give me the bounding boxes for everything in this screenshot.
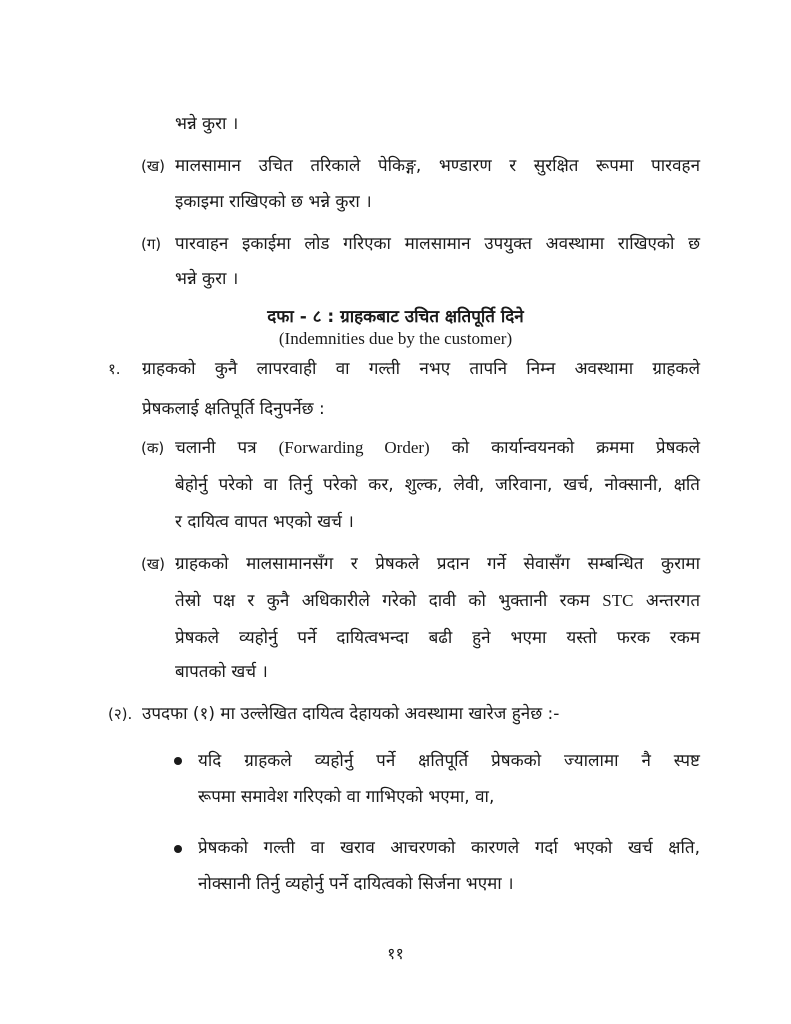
kha-line2-part-a: तेस्रो पक्ष र कुनै अधिकारीले गरेको दावी को भुक्तानी रकम xyxy=(175,591,590,611)
item-ga-line1: पारवाहन इकाईमा लोड गरिएका मालसामान उपयुक्त अवस्थामा राखिएको छ xyxy=(175,234,700,254)
page-number: ११ xyxy=(387,944,404,963)
clause1-ka-line2: बेहोर्नु परेको वा तिर्नु परेको कर, शुल्क, लेवी, जरिवाना, खर्च, नोक्सानी, क्षति xyxy=(175,475,700,495)
clause2-line1: उपदफा (१) मा उल्लेखित दायित्व देहायको अवस्थामा खारेज हुनेछ :- xyxy=(142,704,560,724)
clause1-line2: प्रेषकलाई क्षतिपूर्ति दिनुपर्नेछ : xyxy=(142,399,325,419)
kha-line2-english: STC xyxy=(602,591,634,610)
clause2-number: (२). xyxy=(108,705,133,723)
section-title: दफा - ८ : ग्राहकबाट उचित क्षतिपूर्ति दिने xyxy=(267,307,524,327)
clause1-ka-line3: र दायित्व वापत भएको खर्च । xyxy=(175,512,354,532)
bullet2-line1: प्रेषकको गल्ती वा खराव आचरणको कारणले गर्दा भएको खर्च क्षति, xyxy=(198,838,700,858)
item-ga-label: (ग) xyxy=(141,235,162,253)
ka-line1-part-b: को कार्यान्वयनको क्रममा प्रेषकले xyxy=(451,438,700,458)
item-ga-line2: भन्ने कुरा । xyxy=(175,269,239,289)
clause1-kha-line2 xyxy=(175,590,700,612)
clause1-line1: ग्राहकको कुनै लापरवाही वा गल्ती नभए तापनि निम्न अवस्थामा ग्राहकले xyxy=(142,359,700,379)
bullet2-line2: नोक्सानी तिर्नु व्यहोर्नु पर्ने दायित्वको सिर्जना भएमा । xyxy=(198,874,514,894)
clause1-kha-label: (ख) xyxy=(141,555,165,573)
continuation-line: भन्ने कुरा । xyxy=(175,114,239,134)
ka-line1-part-a: चलानी पत्र xyxy=(175,438,257,458)
ka-line1-english: (Forwarding Order) xyxy=(278,438,430,457)
item-kha-line1: मालसामान उचित तरिकाले पेकिङ्ग, भण्डारण र सुरक्षित रूपमा पारवहन xyxy=(175,156,700,176)
clause1-kha-line3: प्रेषकले व्यहोर्नु पर्ने दायित्वभन्दा बढी हुने भएमा यस्तो फरक रकम xyxy=(175,628,700,648)
bullet1-line2: रूपमा समावेश गरिएको वा गाभिएको भएमा, वा, xyxy=(198,787,495,807)
bullet-dot-icon xyxy=(174,845,182,853)
clause1-kha-line1: ग्राहकको मालसामानसँग र प्रेषकले प्रदान गर्ने सेवासँग सम्बन्धित कुरामा xyxy=(175,554,700,574)
bullet-dot-icon xyxy=(174,757,182,765)
item-kha-line2: इकाइमा राखिएको छ भन्ने कुरा । xyxy=(175,192,372,212)
clause1-ka-label: (क) xyxy=(141,439,165,457)
clause1-number: १. xyxy=(108,360,121,378)
item-kha-label: (ख) xyxy=(141,157,165,175)
section-subtitle: (Indemnities due by the customer) xyxy=(278,329,513,348)
clause1-kha-line4: बापतको खर्च । xyxy=(175,662,268,682)
kha-line2-part-b: अन्तरगत xyxy=(645,591,701,611)
bullet1-line1: यदि ग्राहकले व्यहोर्नु पर्ने क्षतिपूर्ति प्रेषकको ज्यालामा नै स्पष्ट xyxy=(198,751,700,771)
clause1-ka-line1 xyxy=(175,437,700,459)
